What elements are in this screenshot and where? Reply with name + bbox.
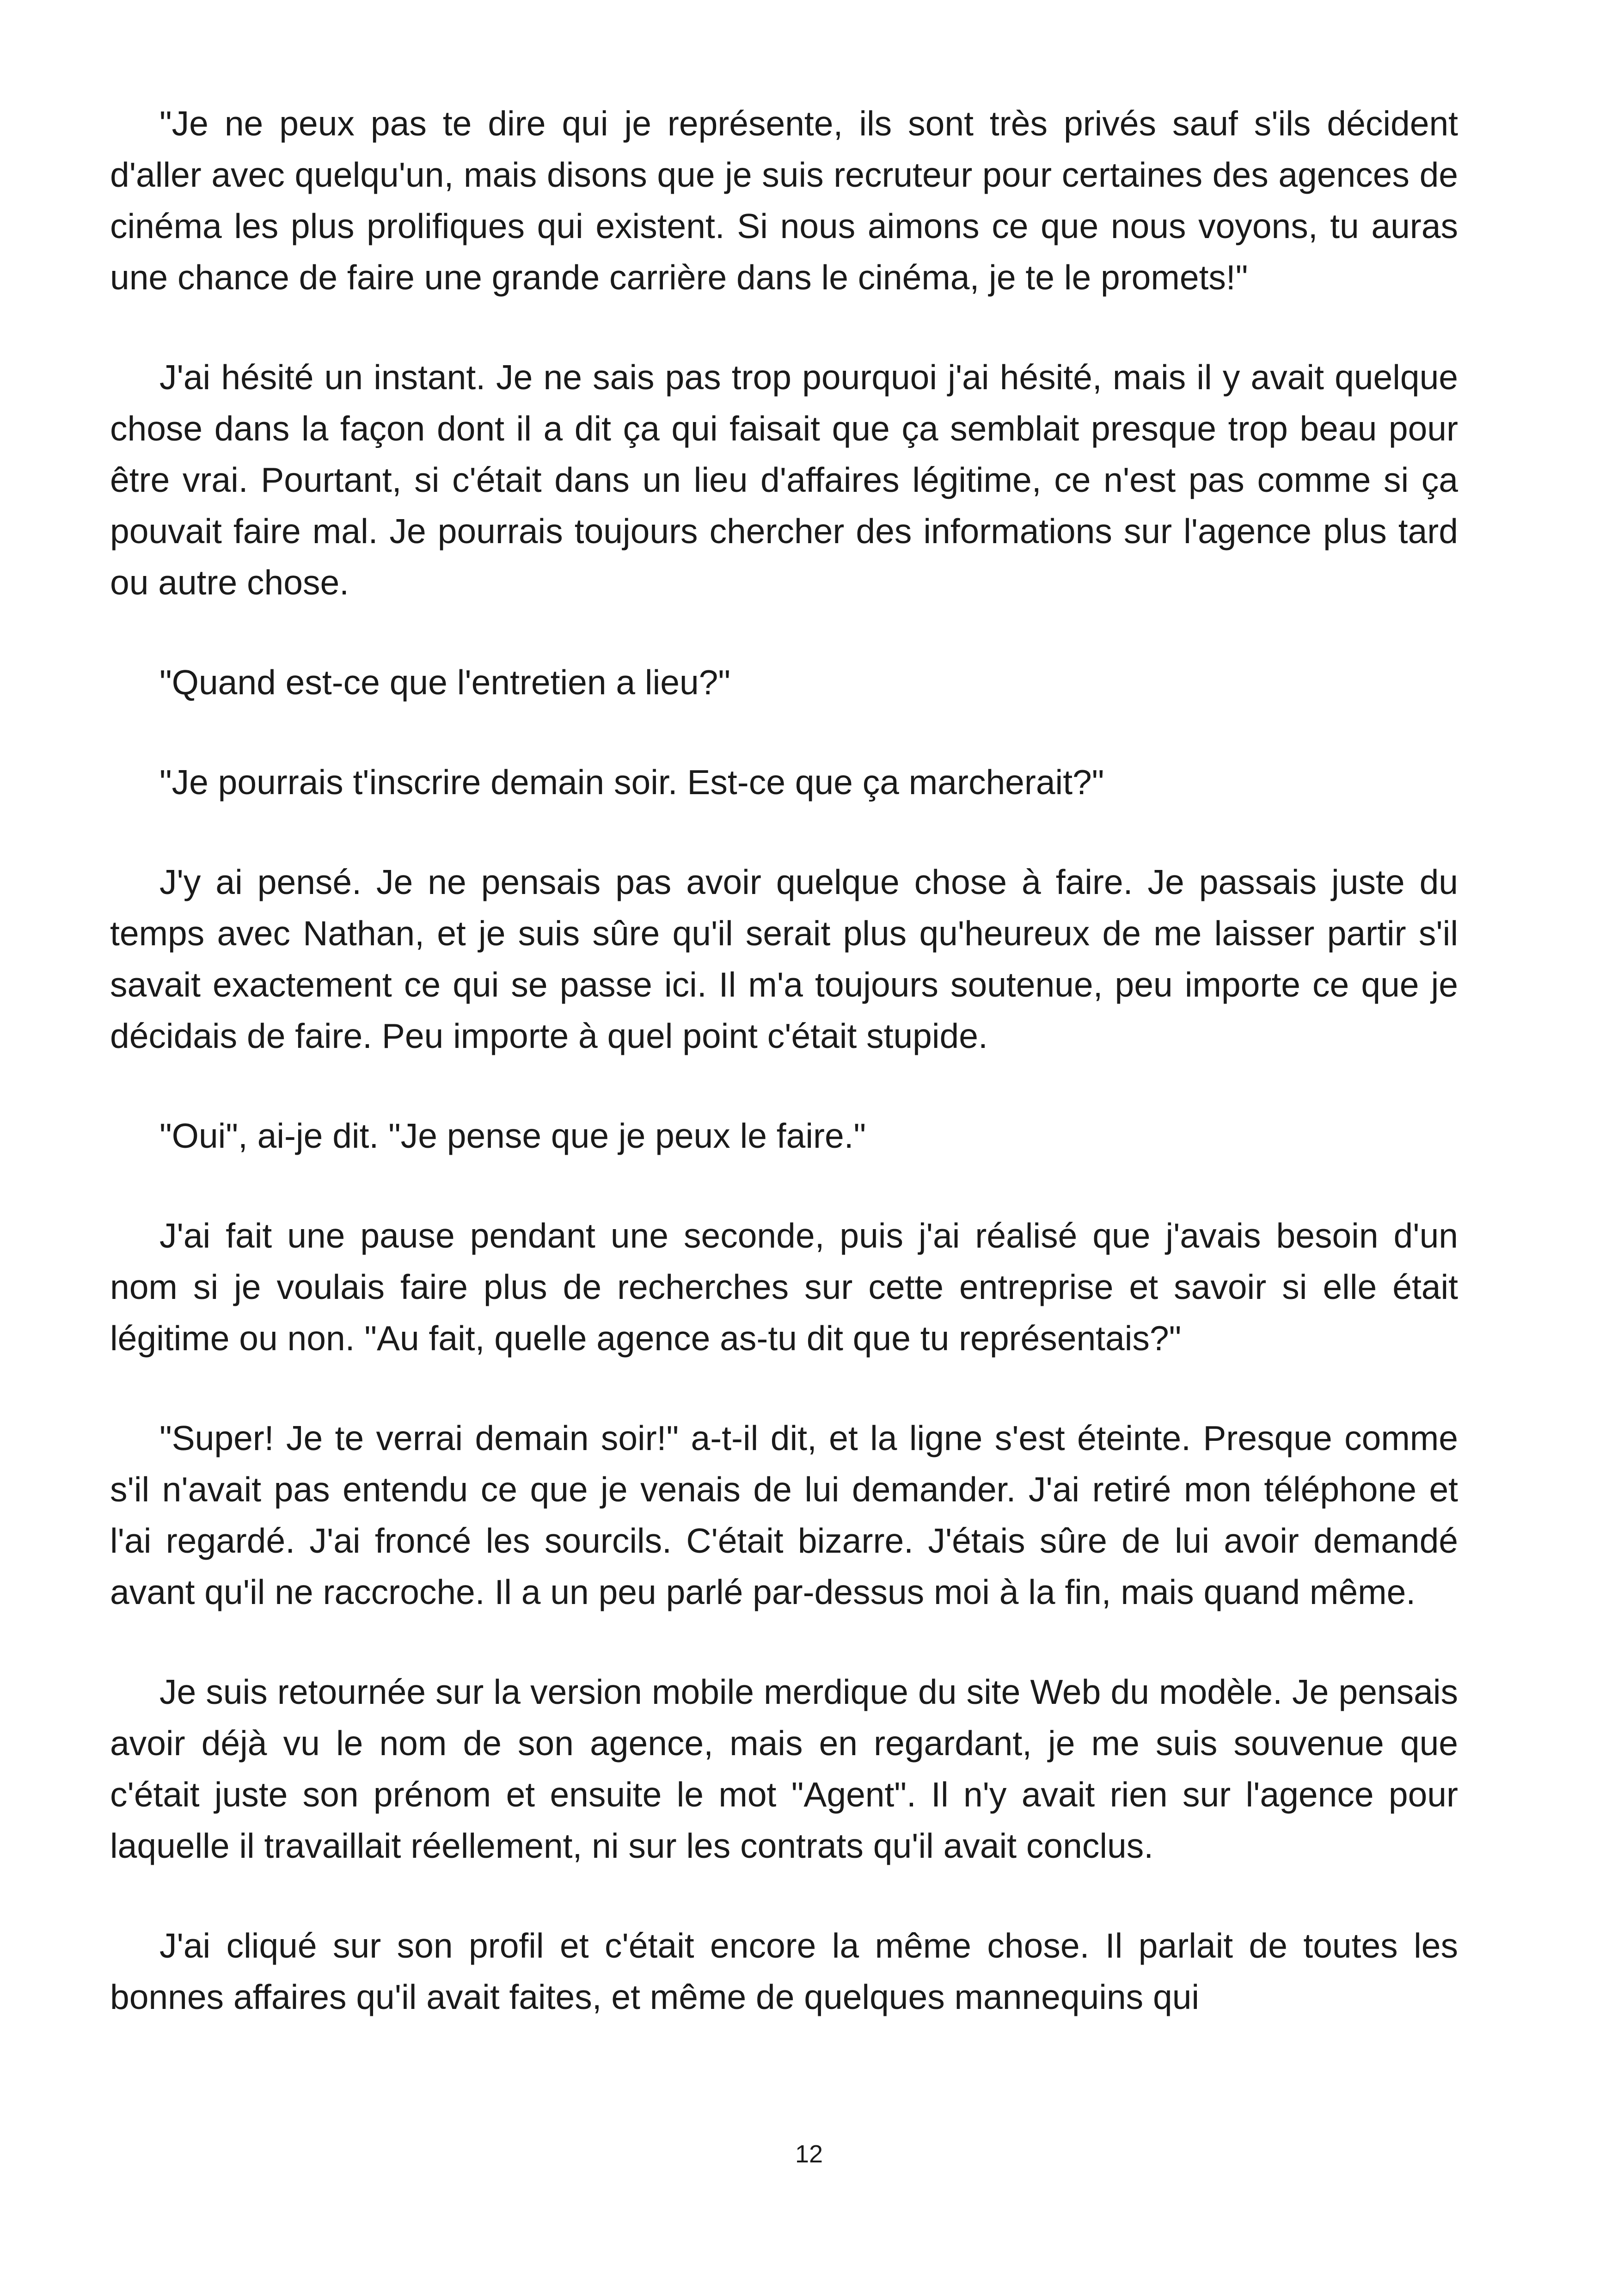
body-text — [110, 98, 1458, 2023]
paragraph: "Je pourrais t'inscrire demain soir. Est-ce que ça marcherait?" — [159, 763, 1104, 802]
paragraph: J'ai hésité un instant. Je ne sais pas trop pourquoi j'ai hésité, mais il y avait quelque chose dans la façon dont il a dit ça qui faisait que ça semblait presque trop beau pour être vrai. Pourtant, si c'était dans un lieu d'affaires légitime, ce n'est pas comme si ça pouvait faire mal. Je pourrais toujours chercher des informations sur l'agence plus tard ou autre chose. — [110, 358, 1458, 602]
paragraph: Je suis retournée sur la version mobile merdique du site Web du modèle. Je pensais avoir déjà vu le nom de son agence, mais en regardant, je me suis souvenue que c'était juste son prénom et ensuite le mot "Agent". Il n'y avait rien sur l'agence pour laquelle il travaillait réellement, ni sur les contrats qu'il avait conclus. — [110, 1672, 1458, 1865]
paragraph: "Je ne peux pas te dire qui je représente, ils sont très privés sauf s'ils décident d'aller avec quelqu'un, mais disons que je suis recruteur pour certaines des agences de cinéma les plus prolifiques qui existent. Si nous aimons ce que nous voyons, tu auras une chance de faire une grande carrière dans le cinéma, je te le promets!" — [110, 104, 1458, 297]
paragraph: J'y ai pensé. Je ne pensais pas avoir quelque chose à faire. Je passais juste du temps avec Nathan, et je suis sûre qu'il serait plus qu'heureux de me laisser partir s'il savait exactement ce qui se passe ici. Il m'a toujours soutenue, peu importe ce que je décidais de faire. Peu importe à quel point c'était stupide. — [110, 863, 1458, 1055]
paragraph: "Oui", ai-je dit. "Je pense que je peux le faire." — [159, 1116, 866, 1155]
paragraph: J'ai cliqué sur son profil et c'était encore la même chose. Il parlait de toutes les bonnes affaires qu'il avait faites, et même de quelques mannequins qui — [110, 1926, 1458, 2016]
page-number: 12 — [795, 2140, 823, 2168]
paragraph: "Super! Je te verrai demain soir!" a-t-il dit, et la ligne s'est éteinte. Presque comme s'il n'avait pas entendu ce que je venais de lui demander. J'ai retiré mon téléphone et l'ai regardé. J'ai froncé les sourcils. C'était bizarre. J'étais sûre de lui avoir demandé avant qu'il ne raccroche. Il a un peu parlé par-dessus moi à la fin, mais quand même. — [110, 1419, 1458, 1611]
paragraph: "Quand est-ce que l'entretien a lieu?" — [159, 663, 731, 702]
paragraph: J'ai fait une pause pendant une seconde, puis j'ai réalisé que j'avais besoin d'un nom si je voulais faire plus de recherches sur cette entreprise et savoir si elle était légitime ou non. "Au fait, quelle agence as-tu dit que tu représentais?" — [110, 1216, 1458, 1358]
